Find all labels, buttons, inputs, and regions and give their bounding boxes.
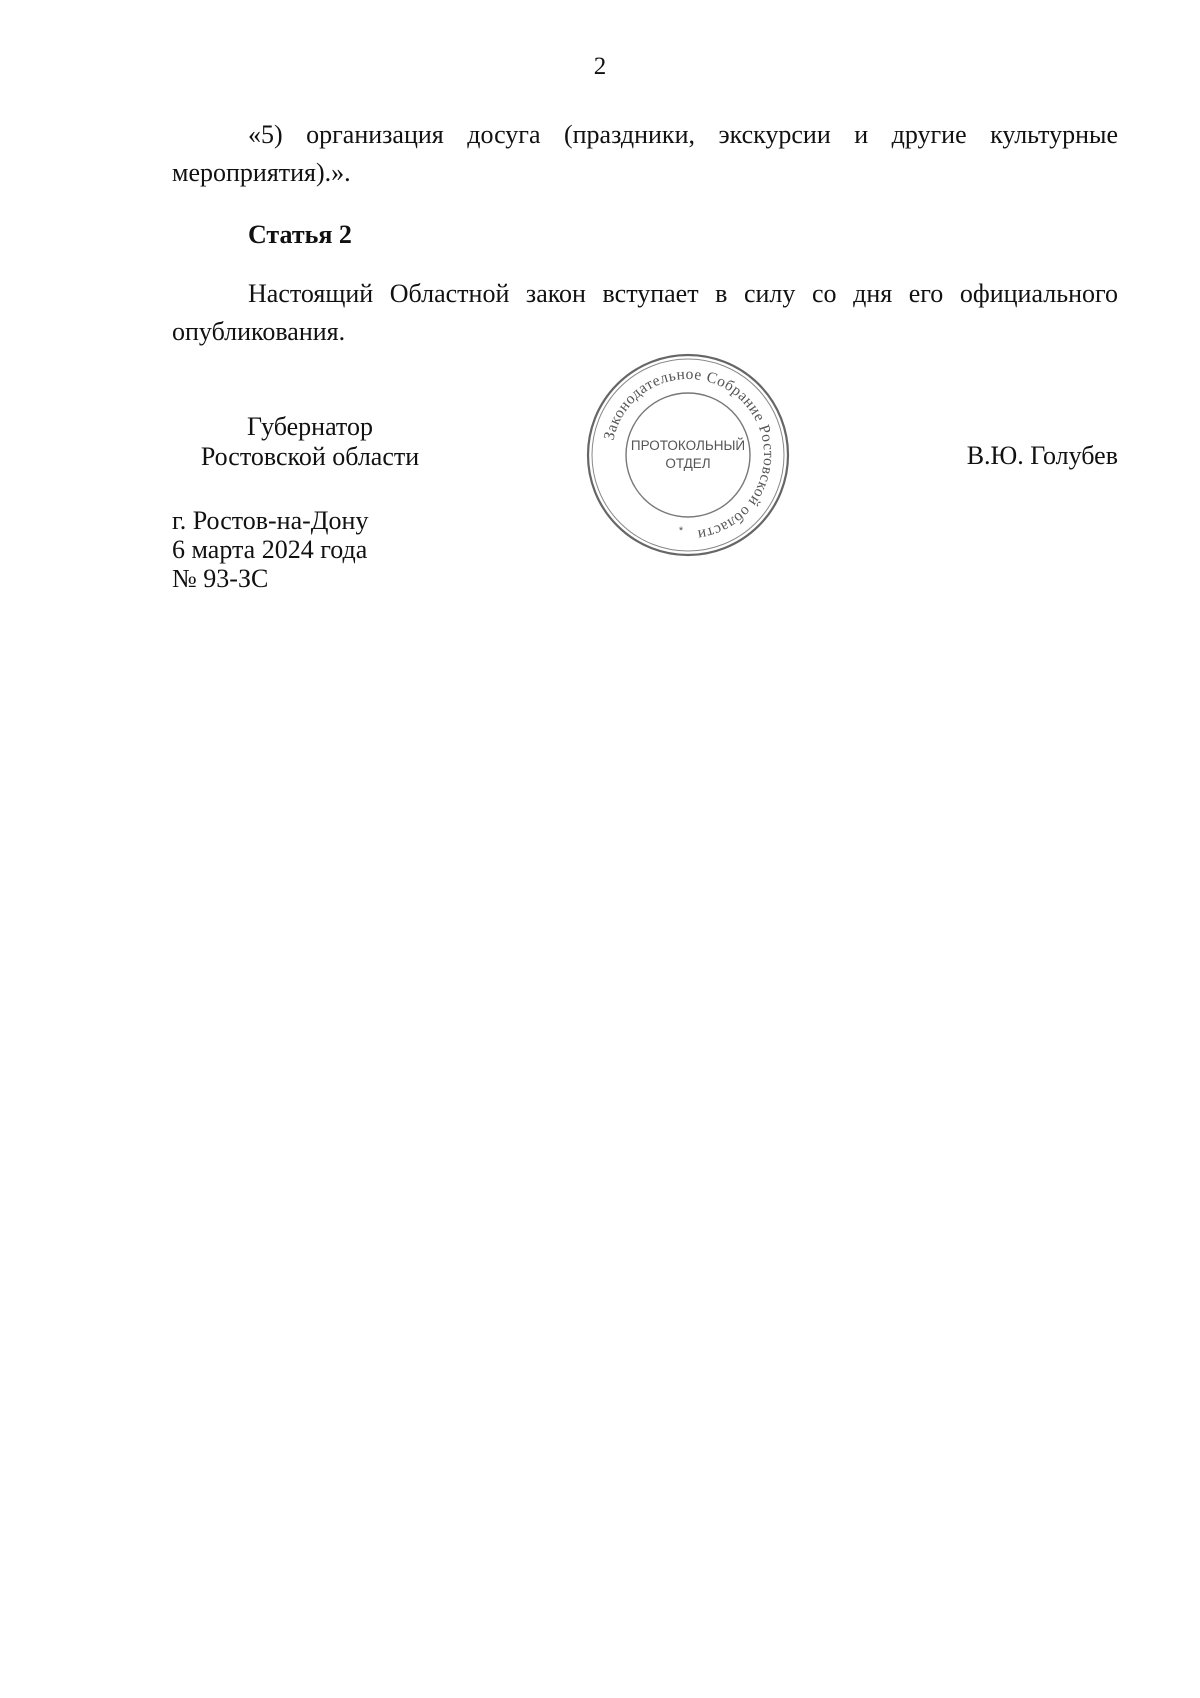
seal-outer-inner-ring bbox=[592, 359, 784, 551]
seal-center-line-1: ПРОТОКОЛЬНЫЙ bbox=[630, 438, 746, 453]
signature-title-line-1: Губернатор bbox=[247, 412, 373, 441]
item-5-paragraph: «5) организация досуга (праздники, экскурсии и другие культурные мероприятия).». bbox=[172, 120, 1118, 187]
signature-title bbox=[160, 412, 460, 472]
document-number: № 93-ЗС bbox=[172, 564, 269, 593]
official-seal bbox=[583, 350, 793, 560]
seal-ring-text: Законодательное Собрание Ростовской области bbox=[600, 365, 778, 544]
place-city: г. Ростов-на-Дону bbox=[172, 506, 369, 535]
article-heading: Статья 2 bbox=[248, 220, 352, 249]
page-number: 2 bbox=[593, 53, 607, 80]
seal-star: * bbox=[678, 525, 684, 537]
seal-inner-ring bbox=[626, 393, 750, 517]
signature-title-line-2: Ростовской области bbox=[200, 442, 420, 471]
seal-outer-ring bbox=[588, 355, 788, 555]
article-text: Настоящий Областной закон вступает в силу со дня его официального опубликования. bbox=[172, 279, 1118, 346]
place-date-number bbox=[172, 506, 368, 593]
document-date: 6 марта 2024 года bbox=[172, 535, 368, 564]
seal-center-line-2: ОТДЕЛ bbox=[665, 456, 711, 471]
signatory-name: В.Ю. Голубев bbox=[966, 441, 1118, 470]
